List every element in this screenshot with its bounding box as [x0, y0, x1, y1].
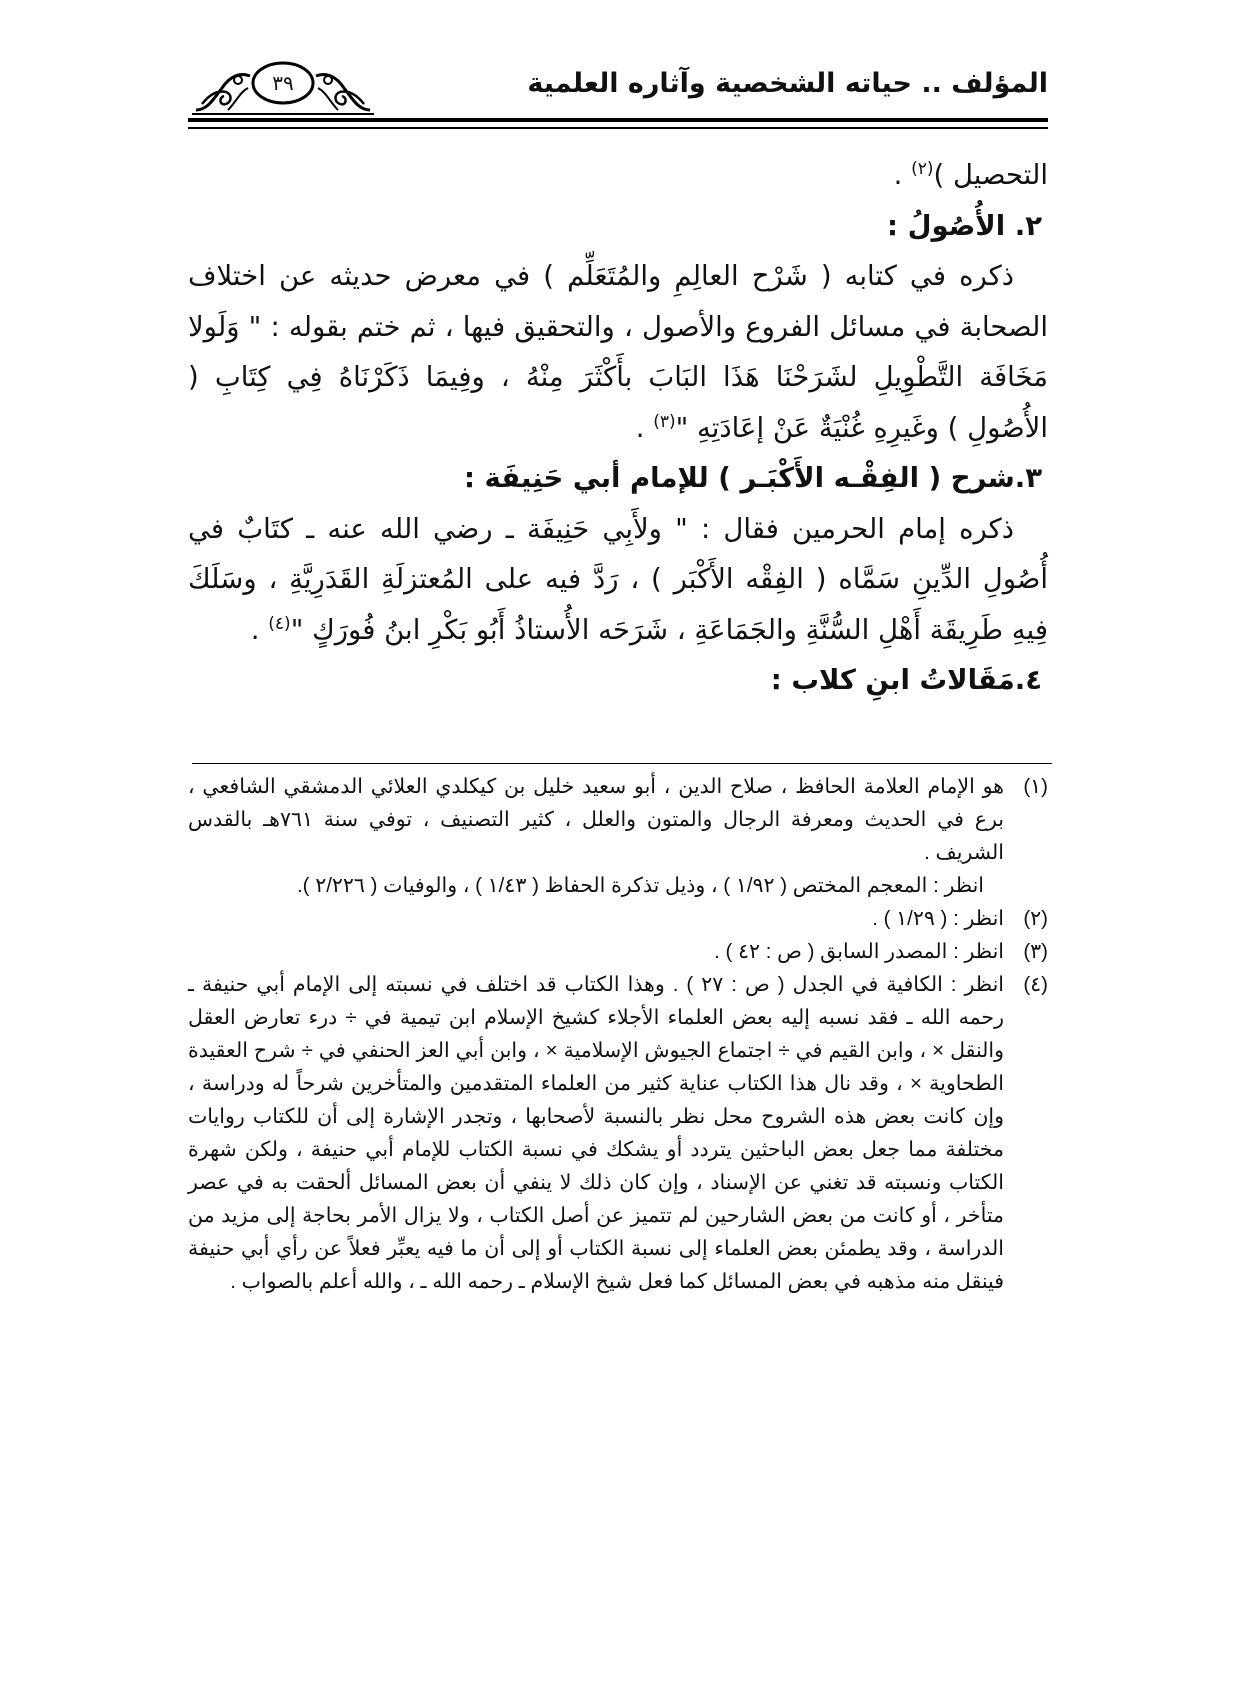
- header-rule-thin: [188, 127, 1048, 129]
- footnote-ref-2: (٢): [911, 158, 934, 179]
- footnote-paragraph: انظر : الكافية في الجدل ( ص : ٢٧ ) . وهذا الكتاب قد اختلف في نسبته إلى الإمام أبي حنيفة ـ رحمه الله ـ فقد نسبه إليه بعض العلماء الأجلاء كشيخ الإسلام ابن تيمية في ÷ درء تعارض العقل والنقل × ، وابن القيم في ÷ اجتماع الجيوش الإسلامية × ، وابن أبي العز الحنفي في ÷ شرح العقيدة الطحاوية × ، وقد نال هذا الكتاب عناية كثير من العلماء المتقدمين والمتأخرين شرحاً له ودراسة ، وإن كانت بعض هذه الشروح محل نظر بالنسبة لأصحابها ، وتجدر الإشارة إلى أن للكتاب روايات مختلفة مما جعل بعض الباحثين يتردد أو يشكك في نسبة الكتاب للإمام أبي حنيفة ، ولكن شهرة الكتاب ونسبته قد تغني عن الإسناد ، وإن كان ذلك لا ينفي أن بعض المسائل ألحقت به في عصر متأخر ، أو كانت من بعض الشارحين لم تتميز عن أصل الكتاب ، ولا يزال الأمر بحاجة إلى مزيد من الدراسة ، وقد يطمئن بعض العلماء إلى نسبة الكتاب أو إلى أن ما فيه يعبِّر فعلاً عن رأي أبي حنيفة فينقل منه مذهبه في بعض المسائل كما فعل شيخ الإسلام ـ رحمه الله ـ ، والله أعلم بالصواب .: [188, 973, 1004, 1293]
- body-text: [188, 150, 1048, 706]
- footnote-body: [188, 770, 1004, 902]
- body-line-tahsil: [188, 150, 1048, 201]
- footnotes: [188, 770, 1048, 1298]
- paragraph-usul-text: ذكره في كتابه ( شَرْح العالِمِ والمُتَعَلِّم ) في معرض حديثه عن اختلاف الصحابة في مسائل الفروع والأصول ، والتحقيق فيها ، ثم ختم بقوله : " وَلَولا مَخَافَة التَّطْوِيلِ لشَرَحْنَا هَذَا البَابَ بأَكْثَرَ مِنْهُ ، وفِيمَا ذَكَرْنَاهُ فِي كِتَابِ ( الأُصُولِ ) وغَيرِهِ غُنْيَةٌ عَنْ إعَادَتِهِ ": [188, 260, 1048, 444]
- section-heading-fiqh-akbar: ٣.شرح ( الفِقْـه الأَكْبَـر ) للإمام أبي حَنِيفَة :: [463, 462, 1042, 494]
- tahsil-end: .: [893, 159, 912, 191]
- paragraph-fiqh-akbar-text: ذكره إمام الحرمين فقال : " ولأَبِي حَنِيفَة ـ رضي الله عنه ـ كتَابٌ في أُصُولِ الدِّينِ سَمَّاه ( الفِقْه الأَكْبَر ) ، رَدَّ فيه على المُعتزلَةِ القَدَرِيَّةِ ، وسَلَكَ فِيهِ طَرِيقَة أَهْلِ السُّنَّةِ والجَمَاعَةِ ، شَرَحَه الأُستاذُ أَبُو بَكْرِ ابنُ فُورَكٍ ": [188, 512, 1048, 646]
- footnote-body: [188, 935, 1004, 968]
- section-heading-maqalat: ٤.مَقَالاتُ ابنِ كلاب :: [770, 664, 1042, 696]
- footnote-1: [188, 770, 1048, 902]
- footnote-body: [188, 902, 1004, 935]
- paragraph-fiqh-akbar: [188, 504, 1048, 656]
- footnote-ref-4: (٤): [268, 613, 291, 634]
- header-rule-thick: [188, 118, 1048, 122]
- footnote-separator: [192, 763, 1052, 764]
- page-number-ornament: [188, 58, 378, 116]
- paragraph-usul-end: .: [635, 411, 654, 444]
- footnote-paragraph: انظر : المعجم المختص ( ١/٩٢ ) ، وذيل تذكرة الحفاظ ( ١/٤٣ ) ، والوفيات ( ٢/٢٢٦ ).: [296, 874, 984, 897]
- footnote-marker: (٣): [1023, 940, 1048, 963]
- running-header-title: المؤلف .. حياته الشخصية وآثاره العلمية: [527, 68, 1048, 99]
- footnote-3: [188, 935, 1048, 968]
- section-heading-usul: ٢. الأُصُولُ :: [887, 209, 1042, 242]
- footnote-paragraph: هو الإمام العلامة الحافظ ، صلاح الدين ، أبو سعيد خليل بن كيكلدي العلائي الدمشقي الشافعي ، برع في الحديث ومعرفة الرجال والمتون والعلل ، كثير التصنيف ، توفي سنة ٧٦١هـ بالقدس الشريف .: [188, 775, 1004, 864]
- footnote-marker: (١): [1023, 775, 1048, 798]
- footnote-body: [188, 968, 1004, 1298]
- footnote-marker: (٤): [1023, 973, 1048, 996]
- footnote-paragraph: انظر : ( ١/٢٩ ) .: [872, 907, 1004, 930]
- footnote-4: [188, 968, 1048, 1298]
- footnote-ref-3: (٣): [653, 411, 676, 432]
- footnote-marker: (٢): [1023, 907, 1048, 930]
- page-number: ٣٩: [272, 71, 294, 95]
- paragraph-fiqh-akbar-end: .: [250, 613, 269, 646]
- footnote-2: [188, 902, 1048, 935]
- paragraph-usul: [188, 251, 1048, 453]
- footnote-paragraph: انظر : المصدر السابق ( ص : ٤٢ ) .: [714, 940, 1004, 963]
- tahsil-text: التحصيل ): [933, 159, 1048, 191]
